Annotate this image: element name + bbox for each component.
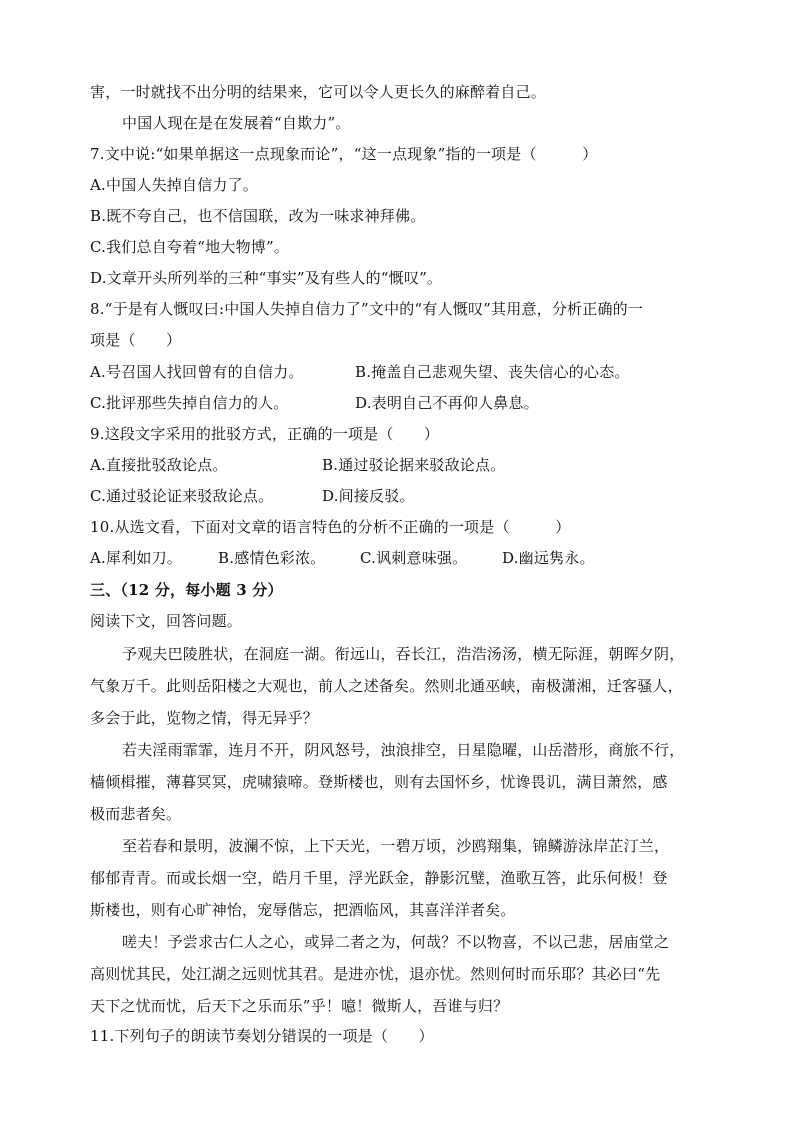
q7-option-b: B.既不夸自己，也不信国联，改为一味求神拜佛。 (90, 207, 426, 225)
passage-line: 天下之忧而忧，后天下之乐而乐”乎！噫！微斯人，吾谁与归？ (90, 997, 509, 1015)
q9-option-c: C.通过驳论证来驳敌论点。 (90, 487, 274, 505)
q10-option-c: C.讽刺意味强。 (360, 549, 468, 567)
text-line: 害，一时就找不出分明的结果来，它可以令人更长久的麻醉着自己。 (90, 83, 547, 101)
question-8: 8.“于是有人慨叹曰:中国人失掉自信力了”文中的“有人慨叹”其用意，分析正确的一 (90, 300, 644, 318)
passage-line: 郁郁青青。而或长烟一空，皓月千里，浮光跃金，静影沉璧，渔歌互答，此乐何极！登 (90, 869, 668, 887)
q8-option-a: A.号召国人找回曾有的自信力。 (90, 363, 304, 381)
q8-option-c: C.批评那些失掉自信力的人。 (90, 394, 289, 412)
q9-option-a: A.直接批驳敌论点。 (90, 456, 228, 474)
passage-line: 多会于此，览物之情，得无异乎？ (90, 709, 319, 727)
q8-option-d: D.表明自己不再仰人鼻息。 (355, 394, 539, 412)
q8-options-row-1 (90, 362, 710, 382)
question-7: 7.文中说:“如果单据这一点现象而论”，“这一点现象”指的一项是（ ） (90, 145, 598, 163)
passage-line: 高则忧其民，处江湖之远则忧其君。是进亦忧，退亦忧。然则何时而乐耶？其必曰“先 (90, 965, 661, 983)
question-11: 11.下列句子的朗读节奏划分错误的一项是（ ） (90, 1027, 434, 1045)
q10-options-row (90, 548, 710, 568)
q9-options-row-1 (90, 455, 710, 475)
passage-line: 斯楼也，则有心旷神怡，宠辱偕忘，把酒临风，其喜洋洋者矣。 (90, 901, 516, 919)
question-8-cont: 项是（ ） (90, 331, 182, 349)
question-9: 9.这段文字采用的批驳方式，正确的一项是（ ） (90, 425, 440, 443)
q9-option-b: B.通过驳论据来驳敌论点。 (322, 456, 506, 474)
q8-options-row-2 (90, 393, 710, 413)
passage-line: 极而悲者矣。 (90, 805, 182, 823)
q10-option-b: B.感情色彩浓。 (218, 549, 326, 567)
q10-option-d: D.幽远隽永。 (502, 549, 595, 567)
passage-line: 至若春和景明，波澜不惊，上下天光，一碧万顷，沙鸥翔集，锦鳞游泳岸芷汀兰， (122, 837, 670, 855)
q7-option-c: C.我们总自夸着“地大物博”。 (90, 238, 290, 256)
q7-option-d: D.文章开头所列举的三种“事实”及有些人的“慨叹”。 (90, 269, 443, 287)
passage-line: 若夫淫雨霏霏，连月不开，阴风怒号，浊浪排空，日星隐曜，山岳潜形，商旅不行， (122, 741, 685, 759)
section-3-heading: 三、（12 分，每小题 3 分） (90, 581, 283, 599)
text-line: 中国人现在是在发展着“自欺力”。 (122, 114, 351, 132)
question-10: 10.从选文看，下面对文章的语言特色的分析不正确的一项是（ ） (90, 518, 571, 536)
q9-option-d: D.间接反驳。 (322, 487, 415, 505)
q8-option-b: B.掩盖自己悲观失望、丧失信心的心态。 (355, 363, 630, 381)
reading-instruction: 阅读下文，回答问题。 (90, 612, 243, 630)
q7-option-a: A.中国人失掉自信力了。 (90, 176, 259, 194)
passage-line: 樯倾楫摧，薄暮冥冥，虎啸猿啼。登斯楼也，则有去国怀乡，忧谗畏讥，满目萧然，感 (90, 773, 668, 791)
q9-options-row-2 (90, 486, 710, 506)
q10-option-a: A.犀利如刀。 (90, 549, 183, 567)
passage-line: 予观夫巴陵胜状，在洞庭一湖。衔远山，吞长江，浩浩汤汤，横无际涯，朝晖夕阴， (122, 645, 685, 663)
passage-line: 气象万千。此则岳阳楼之大观也，前人之述备矣。然则北通巫峡，南极潇湘，迁客骚人， (90, 677, 683, 695)
passage-line: 嗟夫！予尝求古仁人之心，或异二者之为，何哉？不以物喜，不以己悲，居庙堂之 (122, 933, 670, 951)
